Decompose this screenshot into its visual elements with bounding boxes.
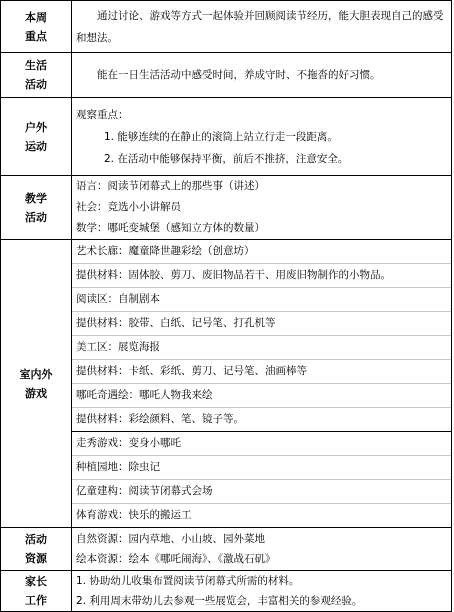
resource-line-nature: 自然资源：园内草地、小山坡、园外菜地 xyxy=(76,533,265,545)
observation-item-1: 1. 能够连续的在静止的滚筒上站立行走一段距离。 xyxy=(104,130,338,143)
teaching-line-language: 语言：阅读节闭幕式上的那些事（讲述） xyxy=(76,180,265,192)
game-line-catwalk: 走秀游戏：变身小哪吒 xyxy=(72,432,451,456)
row-resources xyxy=(1,528,452,571)
teaching-line-social: 社会：竞选小小讲解员 xyxy=(76,201,181,213)
game-line-art: 艺术长廊：魔童降世趣彩绘（创意坊） xyxy=(72,240,451,264)
daily-life-text: 能在一日生活活动中感受时间，养成守时、不拖沓的好习惯。 xyxy=(97,69,381,81)
weekly-focus-content xyxy=(72,1,452,53)
weekly-focus-text: 通过讨论、游戏等方式一起体验并回顾阅读节经历，能大胆表现自己的感受和想法。 xyxy=(76,9,444,44)
games-group-indoor xyxy=(72,240,452,432)
row-label-teaching-activities: 教学 活动 xyxy=(1,176,72,240)
row-label-games: 室内外 游戏 xyxy=(1,240,72,528)
row-outdoor-sports xyxy=(1,98,452,176)
row-daily-life xyxy=(1,53,452,98)
daily-life-content xyxy=(72,53,452,98)
game-line-nezha: 哪吒奇遇绘：哪吒人物我来绘 xyxy=(72,384,451,408)
row-weekly-focus xyxy=(1,1,452,53)
row-teaching-activities xyxy=(1,176,452,240)
parent-work-content xyxy=(72,571,452,612)
game-line-art-materials: 提供材料：固体胶、剪刀、废旧物品若干、用废旧物制作的小物品。 xyxy=(72,264,451,288)
game-line-construction: 亿童建构：阅读节闭幕式会场 xyxy=(72,480,451,504)
game-line-nezha-materials: 提供材料：彩绘颜料、笔、镜子等。 xyxy=(76,413,244,425)
resources-content xyxy=(72,528,452,571)
row-label-weekly-focus: 本周 重点 xyxy=(1,1,72,53)
row-label-daily-life: 生活 活动 xyxy=(1,53,72,98)
game-line-craft-materials: 提供材料：卡纸、彩纸、剪刀、记号笔、油画棒等 xyxy=(72,360,451,384)
resource-line-books: 绘本资源：绘本《哪吒闹海》、《激战石矶》 xyxy=(76,553,276,565)
row-parent-work xyxy=(1,571,452,612)
teaching-activities-content xyxy=(72,176,452,240)
teaching-line-math: 数学：哪吒变城堡（感知立方体的数量） xyxy=(76,222,265,234)
game-line-reading-materials: 提供材料：胶带、白纸、记号笔、打孔机等 xyxy=(72,312,451,336)
observation-heading: 观察重点： xyxy=(76,108,129,121)
observation-item-2: 2. 在活动中能够保持平衡，前后不推挤，注意安全。 xyxy=(104,152,349,165)
parent-line-2: 2. 利用周末带幼儿去参观一些展览会，丰富相关的参观经验。 xyxy=(76,595,363,607)
game-line-planting: 种植园地：除虫记 xyxy=(72,456,451,480)
game-line-craft: 美工区：展览海报 xyxy=(72,336,451,360)
games-group-outdoor xyxy=(72,432,452,528)
row-label-parent-work: 家长 工作 xyxy=(1,571,72,612)
parent-line-1: 1. 协助幼儿收集布置阅读节闭幕式所需的材料。 xyxy=(76,575,300,587)
game-line-sports: 体育游戏：快乐的搬运工 xyxy=(76,509,192,521)
row-games-indoor xyxy=(1,240,452,432)
outdoor-sports-content xyxy=(72,98,452,176)
game-line-reading: 阅读区：自制剧本 xyxy=(72,288,451,312)
row-label-resources: 活动 资源 xyxy=(1,528,72,571)
row-label-outdoor-sports: 户外 运动 xyxy=(1,98,72,176)
